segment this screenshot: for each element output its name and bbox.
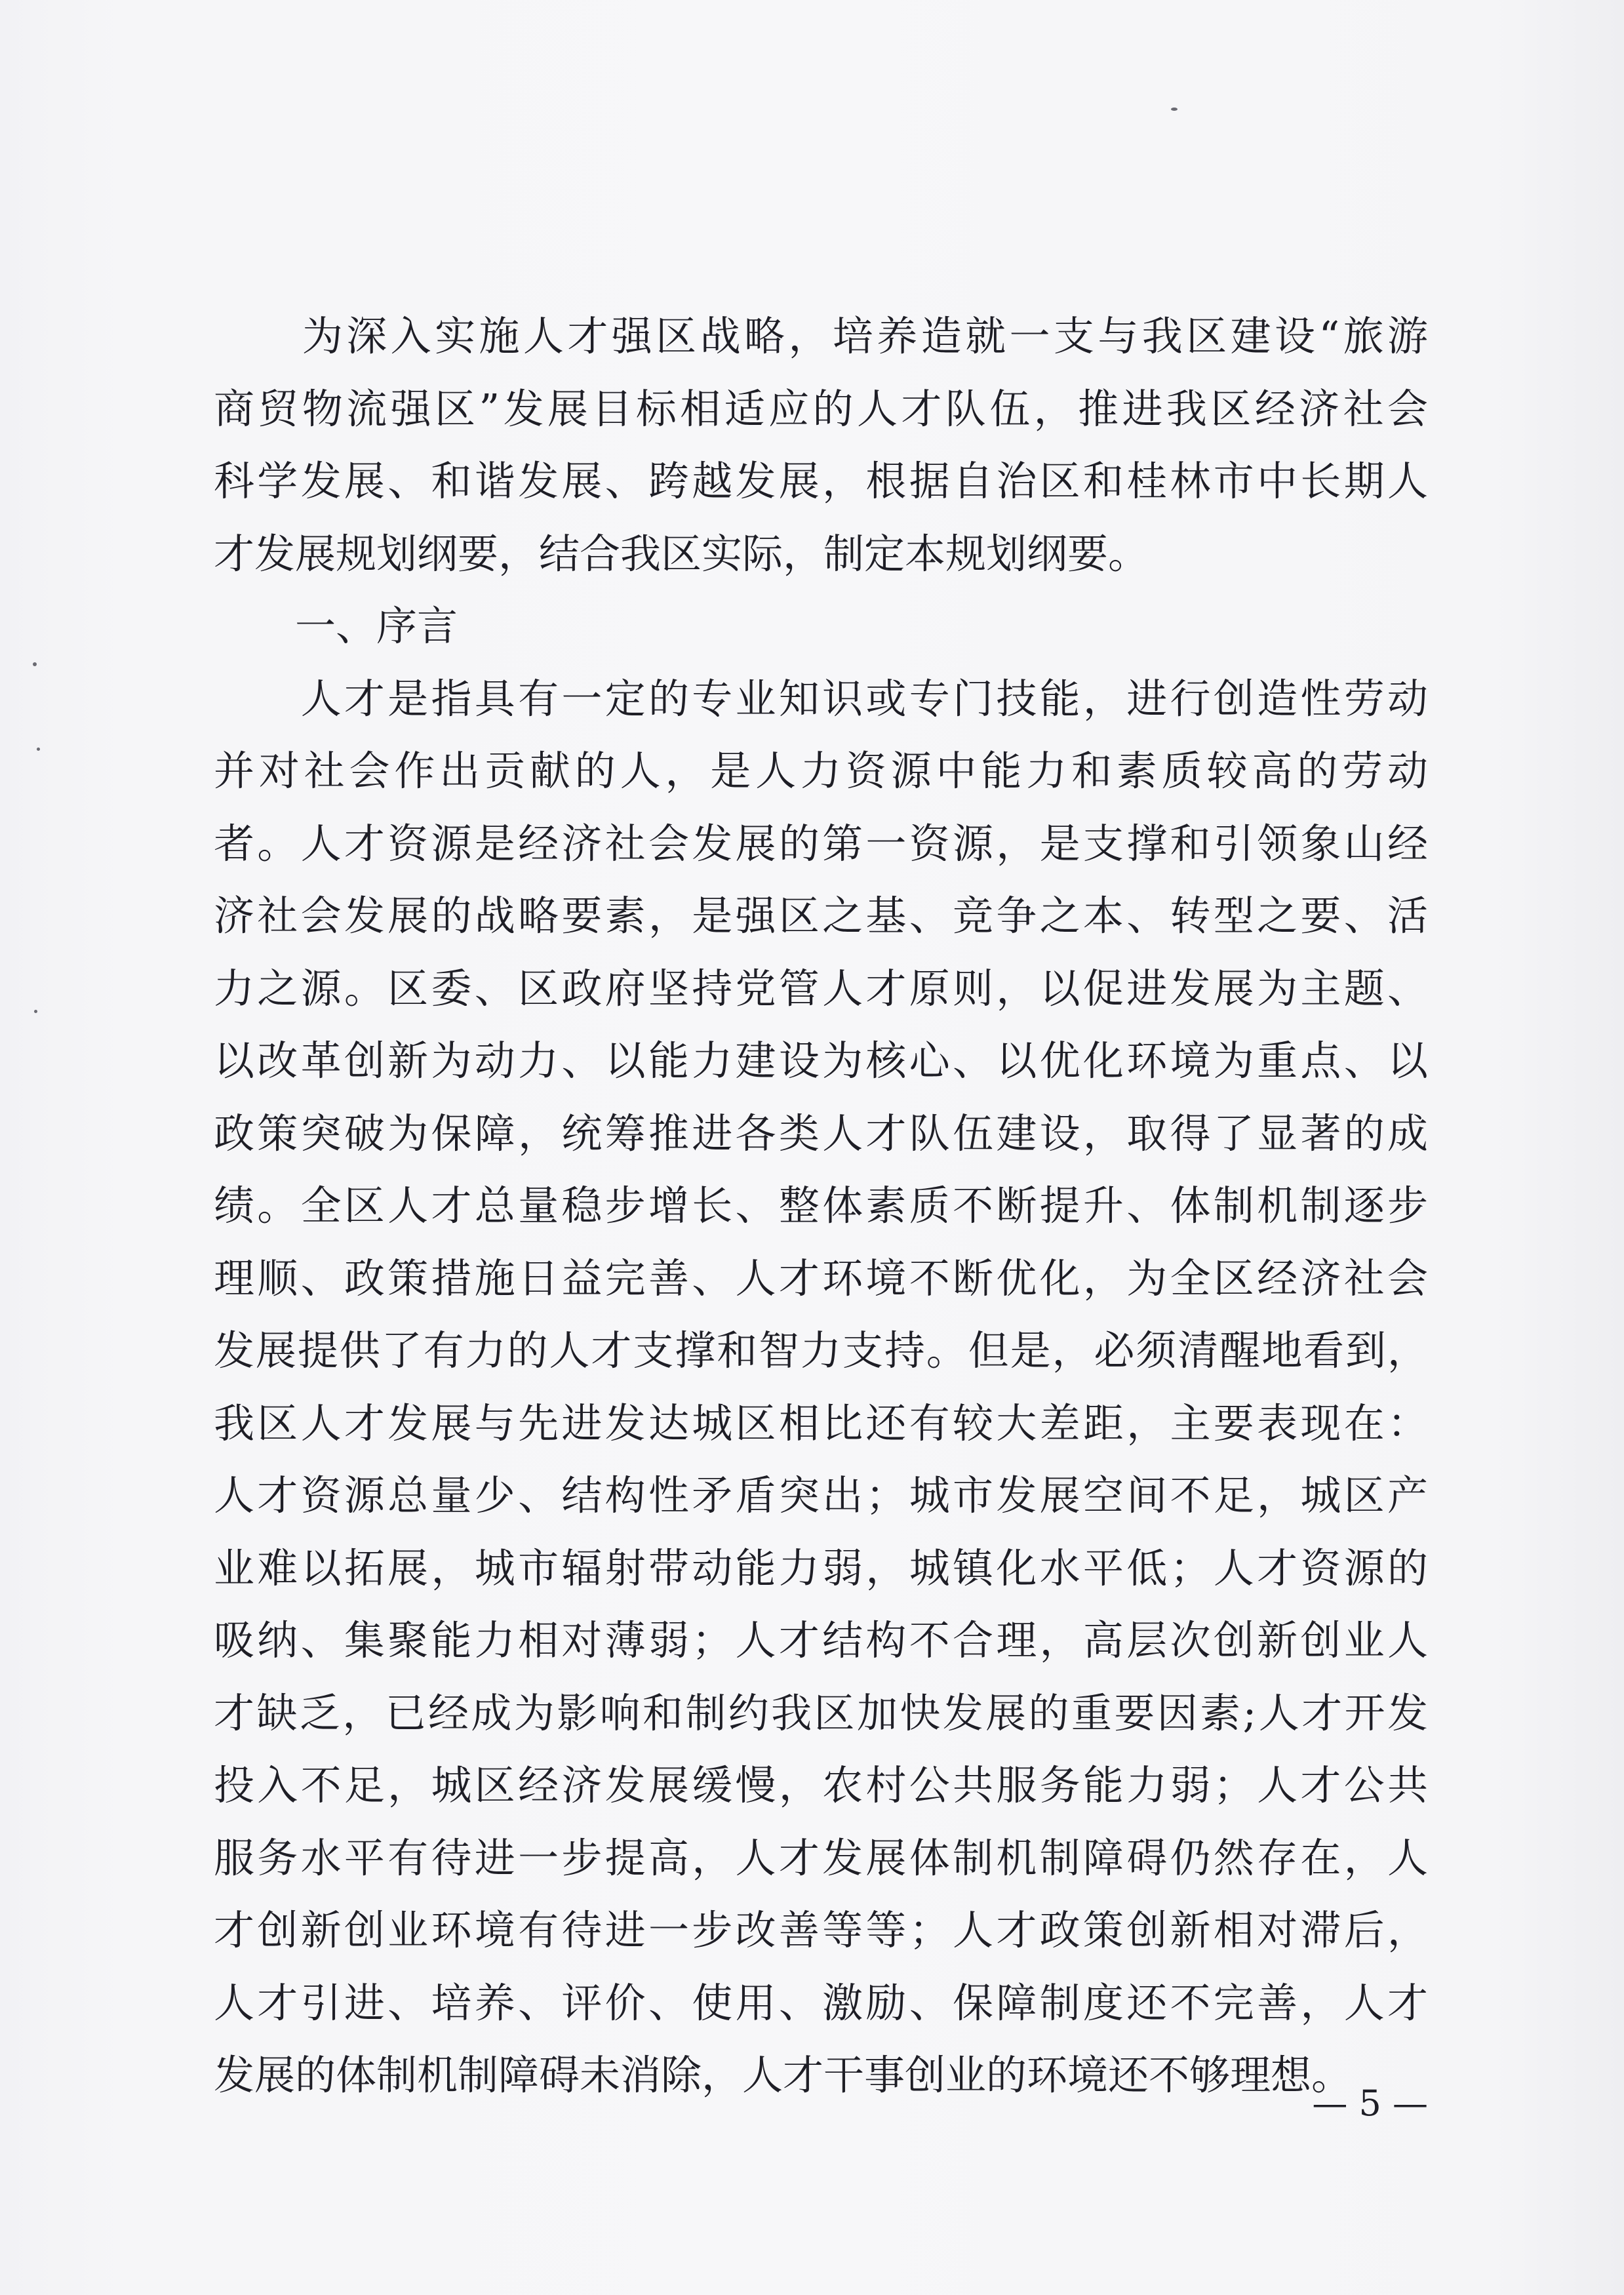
scan-speck [34, 1010, 37, 1013]
paragraph-line: 济社会发展的战略要素，是强区之基、竞争之本、转型之要、活 [214, 892, 1428, 940]
paragraph-line: 发展的体制机制障碍未消除，人才干事创业的环境还不够理想。 [214, 2051, 1353, 2099]
paragraph-line: 者。人才资源是经济社会发展的第一资源，是支撑和引领象山经 [214, 819, 1428, 868]
page-number: — 5 — [1312, 2083, 1428, 2124]
paragraph-line: 并对社会作出贡献的人，是人力资源中能力和素质较高的劳动 [214, 747, 1428, 795]
paragraph-line: 人才资源总量少、结构性矛盾突出；城市发展空间不足，城区产 [214, 1471, 1428, 1519]
paragraph-line: 投入不足，城区经济发展缓慢，农村公共服务能力弱；人才公共 [214, 1761, 1428, 1809]
paragraph-line: 服务水平有待进一步提高，人才发展体制机制障碍仍然存在，人 [214, 1833, 1428, 1882]
paragraph-line: 人才是指具有一定的专业知识或专门技能，进行创造性劳动 [214, 674, 1428, 723]
scan-speck [33, 662, 37, 666]
paragraph-line: 我区人才发展与先进发达城区相比还有较大差距，主要表现在： [214, 1399, 1428, 1447]
paragraph-line: 力之源。区委、区政府坚持党管人才原则，以促进发展为主题、 [214, 964, 1428, 1012]
paragraph-line: 以改革创新为动力、以能力建设为核心、以优化环境为重点、以 [214, 1037, 1428, 1085]
paragraph-line: 业难以拓展，城市辐射带动能力弱，城镇化水平低；人才资源的 [214, 1544, 1428, 1592]
paragraph-line: 为深入实施人才强区战略，培养造就一支与我区建设“旅游 [214, 312, 1428, 360]
paragraph-line: 才缺乏，已经成为影响和制约我区加快发展的重要因素;人才开发 [214, 1688, 1428, 1737]
paragraph-line: 人才引进、培养、评价、使用、激励、保障制度还不完善，人才 [214, 1978, 1428, 2027]
paragraph-line: 绩。全区人才总量稳步增长、整体素质不断提升、体制机制逐步 [214, 1182, 1428, 1229]
paragraph-line: 才创新创业环境有待进一步改善等等；人才政策创新相对滞后， [214, 1906, 1428, 1954]
paragraph-line: 吸纳、集聚能力相对薄弱；人才结构不合理，高层次创新创业人 [214, 1616, 1428, 1664]
body-text [214, 300, 1428, 2112]
paragraph-line: 商贸物流强区”发展目标相适应的人才队伍，推进我区经济社会 [214, 384, 1428, 433]
paragraph-line: 发展提供了有力的人才支撑和智力支持。但是，必须清醒地看到， [214, 1327, 1428, 1374]
section-heading: 一、序言 [214, 602, 458, 650]
scan-speck [1171, 108, 1178, 111]
paragraph-line: 政策突破为保障，统筹推进各类人才队伍建设，取得了显著的成 [214, 1109, 1428, 1157]
paragraph-line: 才发展规划纲要，结合我区实际，制定本规划纲要。 [214, 529, 1149, 578]
paragraph-line: 理顺、政策措施日益完善、人才环境不断优化，为全区经济社会 [214, 1254, 1428, 1302]
paragraph-line: 科学发展、和谐发展、跨越发展，根据自治区和桂林市中长期人 [214, 457, 1428, 505]
scan-speck [37, 748, 40, 751]
